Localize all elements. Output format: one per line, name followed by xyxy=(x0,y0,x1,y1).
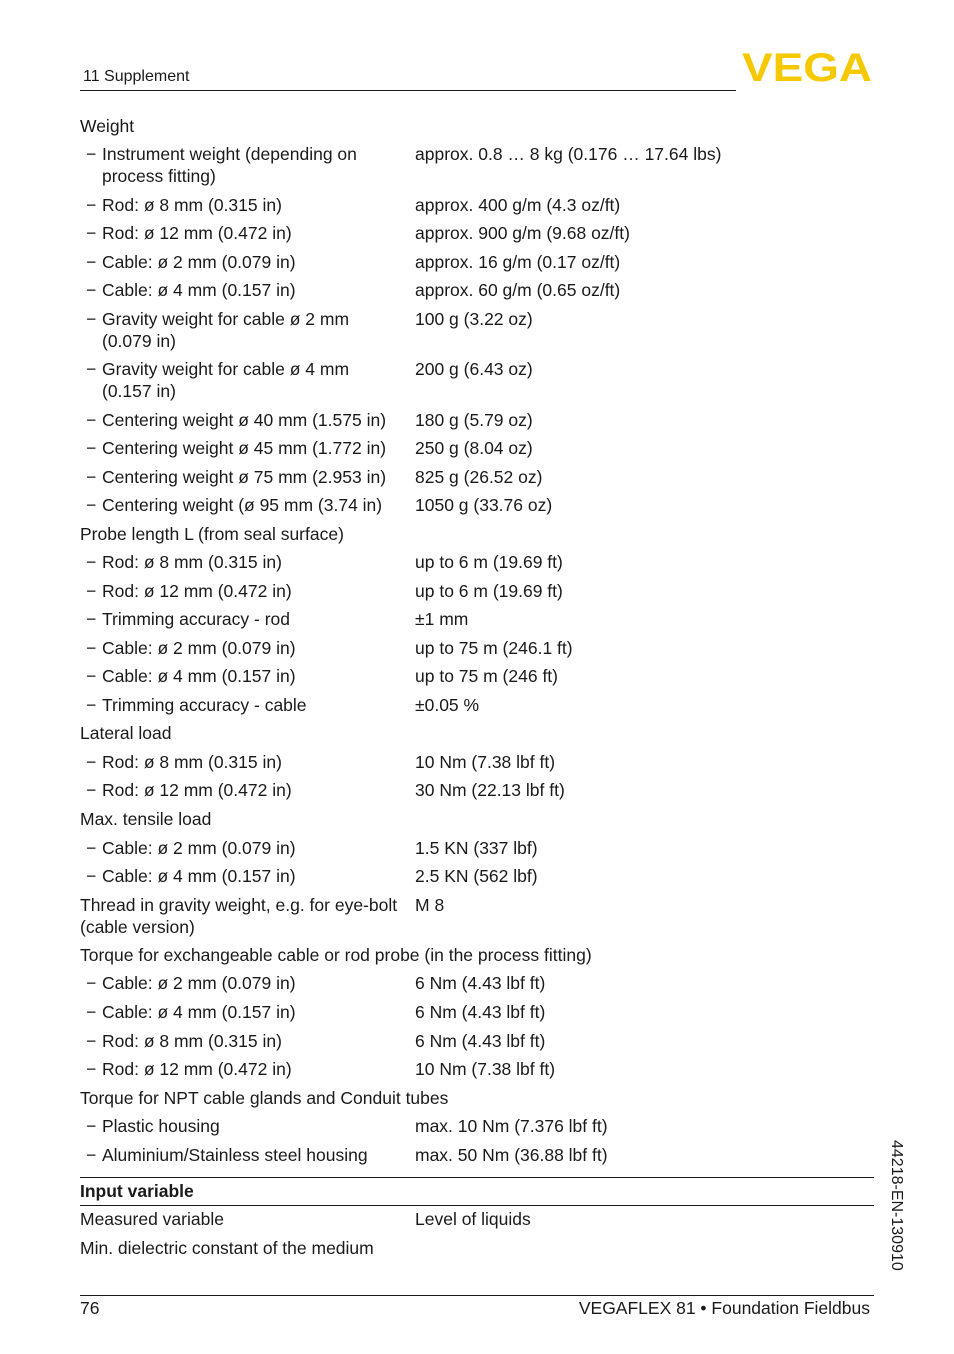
spec-label: Probe length L (from seal surface) xyxy=(80,524,344,544)
spec-label: Rod: ø 12 mm (0.472 in) xyxy=(102,1059,292,1079)
spec-label: Rod: ø 8 mm (0.315 in) xyxy=(102,195,282,215)
spec-value: approx. 16 g/m (0.17 oz/ft) xyxy=(415,252,621,272)
spec-label: Cable: ø 2 mm (0.079 in) xyxy=(102,638,296,658)
spec-value: 200 g (6.43 oz) xyxy=(415,359,533,379)
dash-bullet: − xyxy=(86,252,97,272)
dash-bullet: − xyxy=(86,1116,97,1136)
spec-label: Thread in gravity weight, e.g. for eye-bolt (cable version) xyxy=(80,895,398,937)
dash-bullet: − xyxy=(86,223,97,243)
spec-label: Cable: ø 4 mm (0.157 in) xyxy=(102,866,296,886)
document-title: VEGAFLEX 81 • Foundation Fieldbus xyxy=(578,1298,870,1318)
spec-label: Rod: ø 12 mm (0.472 in) xyxy=(102,223,292,243)
spec-label: Rod: ø 8 mm (0.315 in) xyxy=(102,752,282,772)
spec-value: max. 10 Nm (7.376 lbf ft) xyxy=(415,1116,608,1136)
dash-bullet: − xyxy=(86,973,97,993)
spec-value: ±0.05 % xyxy=(415,695,480,715)
input-label: Min. dielectric constant of the medium xyxy=(80,1238,374,1258)
spec-label: Torque for NPT cable glands and Conduit tubes xyxy=(80,1088,449,1108)
dash-bullet: − xyxy=(86,666,97,686)
spec-value: 10 Nm (7.38 lbf ft) xyxy=(415,752,556,772)
spec-value: approx. 900 g/m (9.68 oz/ft) xyxy=(415,223,630,243)
spec-value: 6 Nm (4.43 lbf ft) xyxy=(415,1031,546,1051)
svg-text:VEGA: VEGA xyxy=(742,50,872,84)
spec-label: Gravity weight for cable ø 2 mm (0.079 in) xyxy=(102,309,350,351)
spec-label: Weight xyxy=(80,116,135,136)
dash-bullet: − xyxy=(86,695,97,715)
spec-label: Centering weight ø 40 mm (1.575 in) xyxy=(102,410,387,430)
spec-value: ±1 mm xyxy=(415,609,469,629)
spec-value: approx. 60 g/m (0.65 oz/ft) xyxy=(415,280,621,300)
spec-label: Cable: ø 2 mm (0.079 in) xyxy=(102,838,296,858)
dash-bullet: − xyxy=(86,609,97,629)
spec-label: Rod: ø 12 mm (0.472 in) xyxy=(102,780,292,800)
dash-bullet: − xyxy=(86,1031,97,1051)
section-rule-bottom xyxy=(80,1205,874,1206)
dash-bullet: − xyxy=(86,309,97,329)
spec-value: 180 g (5.79 oz) xyxy=(415,410,533,430)
page-number: 76 xyxy=(80,1298,100,1318)
spec-value: up to 75 m (246 ft) xyxy=(415,666,558,686)
spec-label: Trimming accuracy - rod xyxy=(102,609,290,629)
dash-bullet: − xyxy=(86,359,97,379)
spec-value: 30 Nm (22.13 lbf ft) xyxy=(415,780,565,800)
spec-label: Rod: ø 8 mm (0.315 in) xyxy=(102,1031,282,1051)
spec-value: 10 Nm (7.38 lbf ft) xyxy=(415,1059,556,1079)
spec-value: 1.5 KN (337 lbf) xyxy=(415,838,538,858)
spec-label: Centering weight (ø 95 mm (3.74 in) xyxy=(102,495,383,515)
spec-value: M 8 xyxy=(415,895,445,915)
dash-bullet: − xyxy=(86,780,97,800)
dash-bullet: − xyxy=(86,1145,97,1165)
spec-value: 6 Nm (4.43 lbf ft) xyxy=(415,1002,546,1022)
spec-label: Gravity weight for cable ø 4 mm (0.157 in) xyxy=(102,359,350,401)
spec-label: Max. tensile load xyxy=(80,809,212,829)
dash-bullet: − xyxy=(86,467,97,487)
spec-label: Centering weight ø 45 mm (1.772 in) xyxy=(102,438,387,458)
dash-bullet: − xyxy=(86,1002,97,1022)
spec-label: Trimming accuracy - cable xyxy=(102,695,307,715)
dash-bullet: − xyxy=(86,581,97,601)
footer-rule xyxy=(80,1295,874,1296)
dash-bullet: − xyxy=(86,838,97,858)
spec-label: Aluminium/Stainless steel housing xyxy=(102,1145,368,1165)
document-code: 44218-EN-130910 xyxy=(888,1140,905,1271)
dash-bullet: − xyxy=(86,195,97,215)
input-label: Measured variable xyxy=(80,1209,224,1229)
dash-bullet: − xyxy=(86,495,97,515)
spec-label: Rod: ø 8 mm (0.315 in) xyxy=(102,552,282,572)
spec-label: Torque for exchangeable cable or rod probe (in the process fitting) xyxy=(80,945,592,965)
spec-label: Rod: ø 12 mm (0.472 in) xyxy=(102,581,292,601)
spec-label: Centering weight ø 75 mm (2.953 in) xyxy=(102,467,387,487)
spec-label: Plastic housing xyxy=(102,1116,220,1136)
spec-value: 100 g (3.22 oz) xyxy=(415,309,533,329)
dash-bullet: − xyxy=(86,410,97,430)
spec-label: Lateral load xyxy=(80,723,172,743)
dash-bullet: − xyxy=(86,1059,97,1079)
dash-bullet: − xyxy=(86,866,97,886)
dash-bullet: − xyxy=(86,552,97,572)
dash-bullet: − xyxy=(86,280,97,300)
dash-bullet: − xyxy=(86,752,97,772)
spec-value: max. 50 Nm (36.88 lbf ft) xyxy=(415,1145,608,1165)
spec-value: up to 6 m (19.69 ft) xyxy=(415,552,563,572)
spec-value: 2.5 KN (562 lbf) xyxy=(415,866,538,886)
section-heading: Input variable xyxy=(80,1181,194,1201)
dash-bullet: − xyxy=(86,638,97,658)
spec-value: 1050 g (33.76 oz) xyxy=(415,495,553,515)
spec-label: Cable: ø 2 mm (0.079 in) xyxy=(102,973,296,993)
input-value: Level of liquids xyxy=(415,1209,531,1229)
spec-value: 6 Nm (4.43 lbf ft) xyxy=(415,973,546,993)
spec-value: approx. 0.8 … 8 kg (0.176 … 17.64 lbs) xyxy=(415,144,722,164)
spec-label: Cable: ø 2 mm (0.079 in) xyxy=(102,252,296,272)
header-section-text: 11 Supplement xyxy=(83,68,190,85)
vega-logo xyxy=(741,50,873,84)
section-rule-top xyxy=(80,1177,874,1178)
spec-value: 250 g (8.04 oz) xyxy=(415,438,533,458)
spec-label: Cable: ø 4 mm (0.157 in) xyxy=(102,280,296,300)
dash-bullet: − xyxy=(86,144,97,164)
spec-label: Cable: ø 4 mm (0.157 in) xyxy=(102,1002,296,1022)
spec-value: up to 75 m (246.1 ft) xyxy=(415,638,573,658)
spec-label: Instrument weight (depending on process fitting) xyxy=(102,144,357,186)
dash-bullet: − xyxy=(86,438,97,458)
spec-value: 825 g (26.52 oz) xyxy=(415,467,543,487)
spec-value: approx. 400 g/m (4.3 oz/ft) xyxy=(415,195,621,215)
spec-value: up to 6 m (19.69 ft) xyxy=(415,581,563,601)
spec-label: Cable: ø 4 mm (0.157 in) xyxy=(102,666,296,686)
header-rule xyxy=(80,90,736,91)
